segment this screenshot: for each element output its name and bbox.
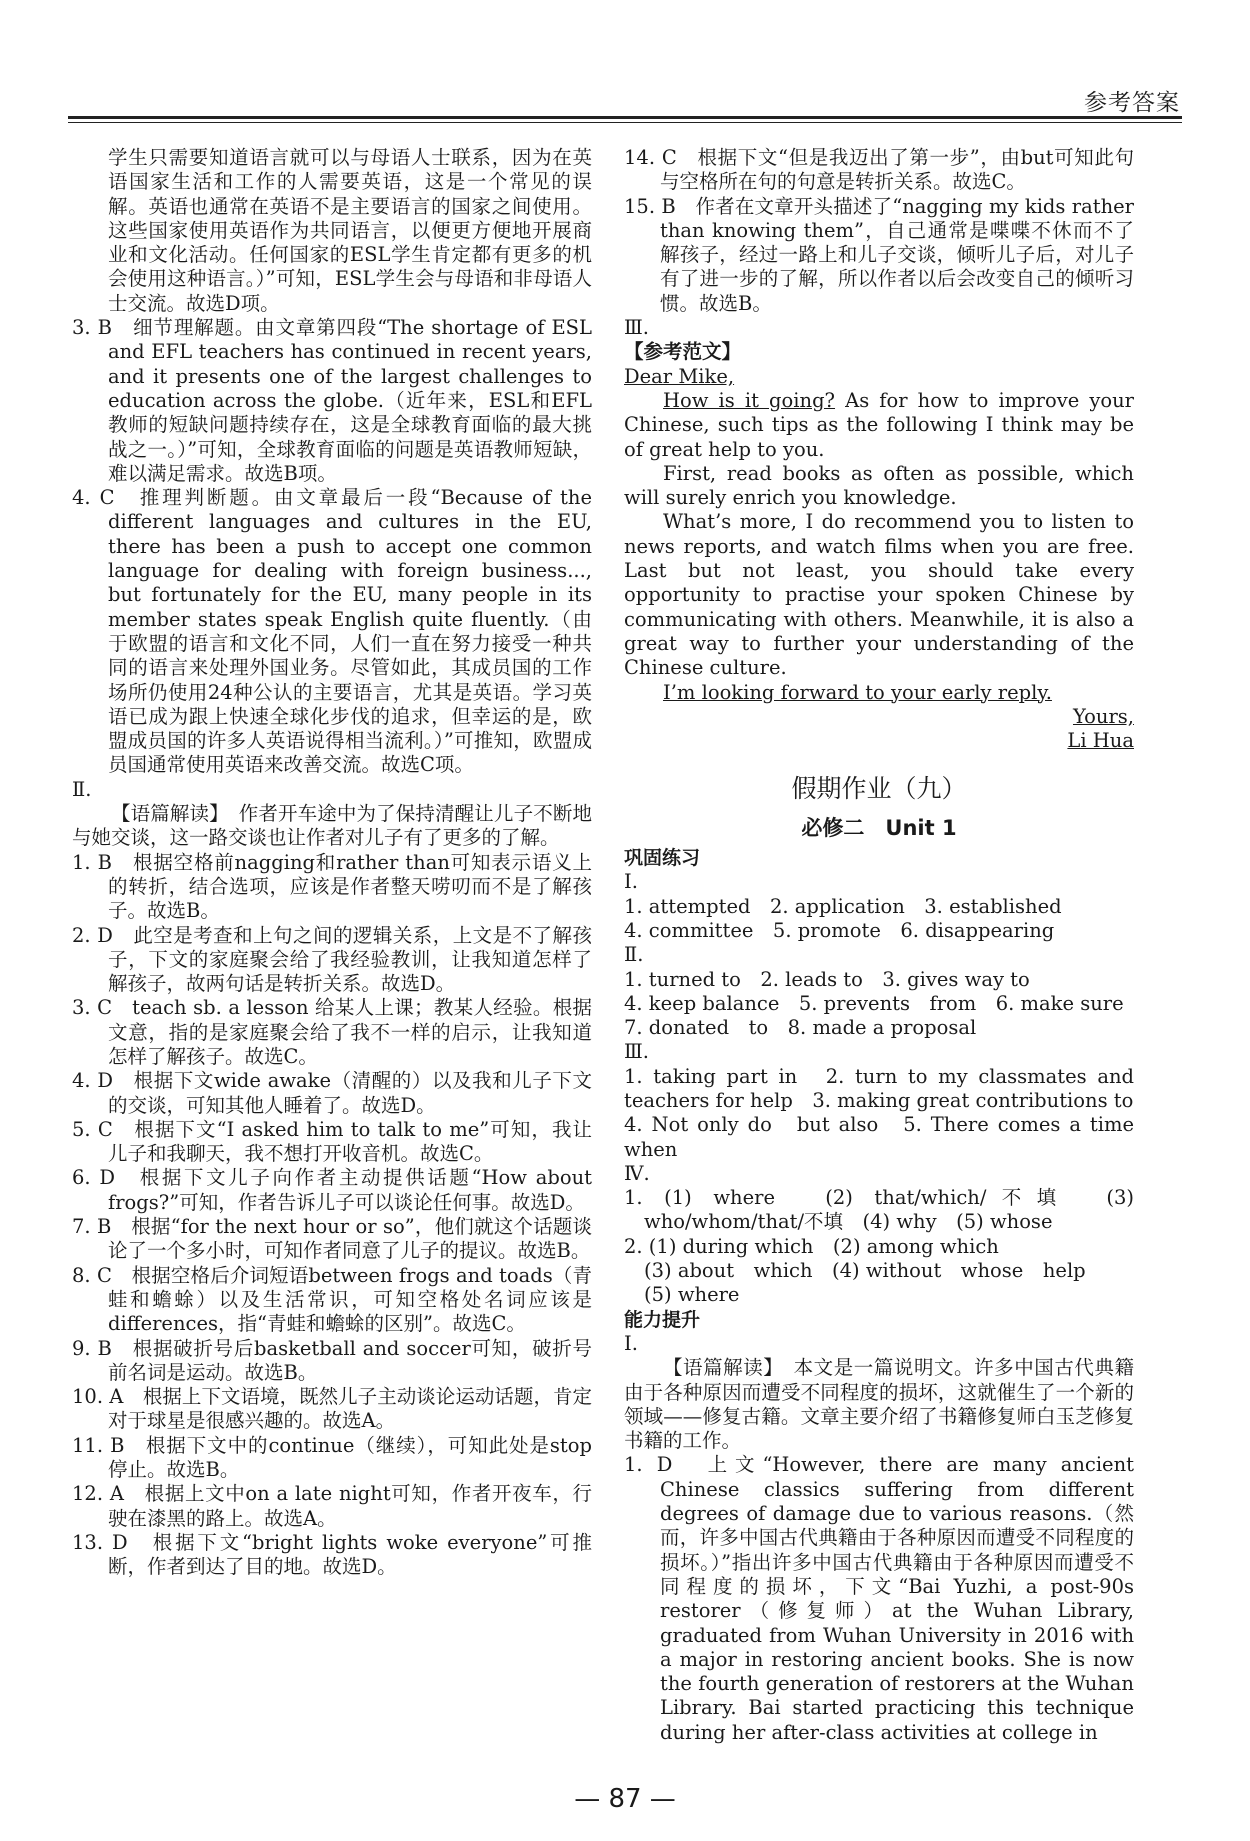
- sample-salutation: Dear Mike,: [624, 364, 735, 388]
- sample-closing-text: I’m looking forward to your early reply.: [663, 680, 1052, 704]
- practice-line: (5) where: [644, 1283, 740, 1307]
- header-rule-thick: [68, 116, 1182, 119]
- answer-item: 10. A 根据上下文语境，既然儿子主动谈论运动话题，肯定对于球星是很感兴趣的。故选A。: [72, 1385, 592, 1433]
- answer-item: 5. C 根据下文“I asked him to talk to me”可知，我让儿子和我聊天，我不想打开收音机。故选C。: [72, 1117, 592, 1166]
- answer-item: 7. B 根据“for the next hour or so”，他们就这个话题谈论了一个多小时，可知作者同意了儿子的提议。故选B。: [72, 1215, 592, 1263]
- sample-closing-line: [624, 681, 1134, 705]
- section-marker: Ⅰ.: [624, 1331, 638, 1355]
- sample-paragraph-1: [624, 389, 1134, 462]
- answer-item: 9. B 根据破折号后basketball and soccer可知，破折号前名词是运动。故选B。: [72, 1336, 592, 1384]
- answer-item: 6. D 根据下文儿子向作者主动提供话题“How about frogs?”可知，作者告诉儿子可以谈论任何事。故选D。: [72, 1166, 592, 1214]
- unit-title: 必修二 Unit 1: [801, 815, 957, 840]
- practice-line: 1. (1) where (2) that/which/不填 (3) who/whom/that/不填 (4) why (5) whose: [624, 1186, 1134, 1234]
- answer-item: 4. C 推理判断题。由文章最后一段“Because of the different languages and cultures in the EU, there has been a push to accept one common language for dealing with foreign business..., but fortunately for the EU, many people in its member states speak English quite fluently.（由于欧盟的语言和文化不同，人们一直在努力接受一种共同的语言来处理外国业务。尽管如此，其成员国的工作场所仍使用24种公认的主要语言，尤其是英语。学习英语已成为跟上快速全球化步伐的追求，但幸运的是，欧盟成员国的许多人英语说得相当流利。）”可推知，欧盟成员国通常使用英语来改善交流。故选C项。: [72, 486, 592, 777]
- section-marker: Ⅱ.: [72, 777, 92, 801]
- practice-line: Ⅲ.: [624, 1040, 650, 1064]
- practice-line: 4. committee 5. promote 6. disappearing: [624, 918, 1055, 942]
- practice-line: 4. keep balance 5. prevents from 6. make sure: [624, 991, 1124, 1015]
- sample-heading: 【参考范文】: [624, 340, 742, 364]
- answer-item: 12. A 根据上文中on a late night可知，作者开夜车，行驶在漆黑的路上。故选A。: [72, 1482, 592, 1530]
- sample-paragraph-2: First, read books as often as possible, which will surely enrich you knowledge.: [624, 461, 1134, 510]
- answer-item: 3. C teach sb. a lesson 给某人上课；教某人经验。根据文意，指的是家庭聚会给了我不一样的启示，让我知道怎样了解孩子。故选C。: [72, 996, 592, 1068]
- practice-line: 1. taking part in 2. turn to my classmates and teachers for help 3. making great contributions to: [624, 1064, 1134, 1112]
- practice-heading: 巩固练习: [624, 847, 701, 870]
- left-column: [72, 146, 592, 1580]
- sample-name: Li Hua: [1067, 729, 1134, 753]
- answer-item: 11. B 根据下文中的continue（继续），可知此处是stop停止。故选B。: [72, 1433, 592, 1482]
- right-column: [624, 146, 1134, 1745]
- answer-continuation: 学生只需要知道语言就可以与母语人士联系，因为在英语国家生活和工作的人需要英语，这是一个常见的误解。英语也通常在英语不是主要语言的国家之间使用。这些国家使用英语作为共同语言，以便更方便地开展商业和文化活动。任何国家的ESL学生肯定都有更多的机会使用这种语言。）”可知，ESL学生会与母语和非母语人士交流。故选D项。: [108, 146, 592, 315]
- page-number: — 87 —: [574, 1784, 676, 1814]
- answer-item: 8. C 根据空格后介词短语between frogs and toads（青蛙和蟾蜍）以及生活常识，可知空格处名词应该是differences，指“青蛙和蟾蜍的区别”。故选C。: [72, 1263, 592, 1336]
- answer-item: 13. D 根据下文“bright lights woke everyone”可推断，作者到达了目的地。故选D。: [72, 1530, 592, 1579]
- sample-paragraph-1-rest: As for how to improve your Chinese, such tips as the following I think may be of great help to you.: [624, 388, 1135, 461]
- practice-line: 1. attempted 2. application 3. established: [624, 894, 1062, 918]
- answer-item: 3. B 细节理解题。由文章第四段“The shortage of ESL and EFL teachers has continued in recent years, and it presents one of the largest challenges to education across the globe.（近年来，ESL和EFL教师的短缺问题持续存在，这是全球教育面临的最大挑战之一。）”可知，全球教育面临的问题是英语教师短缺，难以满足需求。故选B项。: [72, 316, 592, 485]
- practice-line: 7. donated to 8. made a proposal: [624, 1016, 977, 1040]
- header-title: 参考答案: [1084, 90, 1180, 116]
- answer-item: 14. C 根据下文“但是我迈出了第一步”，由but可知此句与空格所在句的句意是转折关系。故选C。: [624, 146, 1134, 194]
- practice-line: 4. Not only do but also 5. There comes a time when: [624, 1113, 1134, 1161]
- sample-opening-question: How is it going?: [663, 388, 836, 412]
- ability-heading: 能力提升: [624, 1308, 701, 1331]
- sample-paragraph-3: What’s more, I do recommend you to listen to news reports, and watch films when you are free. Last but not least, you should take every opportunity to practise your spoken Chinese by communicating with others. Meanwhile, it is also a great way to further your understanding of the Chinese culture.: [624, 510, 1134, 680]
- answer-item: 4. D 根据下文wide awake（清醒的）以及我和儿子下文的交谈，可知其他人睡着了。故选D。: [72, 1069, 592, 1117]
- practice-line: Ⅳ.: [624, 1161, 650, 1185]
- answer-item: 1. B 根据空格前nagging和rather than可知表示语义上的转折，结合选项，应该是作者整天唠叨而不是了解孩子。故选B。: [72, 850, 592, 923]
- section-marker: Ⅲ.: [624, 316, 650, 340]
- practice-line: Ⅱ.: [624, 943, 644, 967]
- practice-line: Ⅰ.: [624, 870, 638, 894]
- sample-yours: Yours,: [1072, 704, 1134, 728]
- practice-line: (3) about which (4) without whose help: [644, 1259, 1086, 1283]
- header-rule-thin: [68, 122, 1182, 123]
- practice-line: 2. (1) during which (2) among which: [624, 1234, 999, 1258]
- section-title: 假期作业（九）: [791, 774, 967, 804]
- practice-line: 1. turned to 2. leads to 3. gives way to: [624, 967, 1030, 991]
- answer-item: 15. B 作者在文章开头描述了“nagging my kids rather than knowing them”，自己通常是喋喋不休而不了解孩子，经过一路上和儿子交谈，倾听儿子后，对儿子有了进一步的了解，所以作者以后会改变自己的倾听习惯。故选B。: [624, 194, 1134, 315]
- answer-item: 2. D 此空是考查和上句之间的逻辑关系，上文是不了解孩子，下文的家庭聚会给了我经验教训，让我知道怎样了解孩子，故两句话是转折关系。故选D。: [72, 923, 592, 996]
- passage-summary: 【语篇解读】 作者开车途中为了保持清醒让儿子不断地与她交谈，这一路交谈也让作者对儿子有了更多的了解。: [72, 802, 592, 850]
- passage-summary: 【语篇解读】 本文是一篇说明文。许多中国古代典籍由于各种原因而遭受不同程度的损坏，这就催生了一个新的领域——修复古籍。文章主要介绍了书籍修复师白玉芝修复书籍的工作。: [624, 1356, 1134, 1453]
- answer-item: 1. D 上文“However, there are many ancient Chinese classics suffering from different degrees of damage due to various reasons.（然而，许多中国古代典籍由于各种原因而遭受不同程度的损坏。）”指出许多中国古代典籍由于各种原因而遭受不同程度的损坏，下文“Bai Yuzhi, a post-90s restorer（修复师）at the Wuhan Library, graduated from Wuhan University in 2016 with a major in restoring ancient books. She is now the fourth generation of restorers at the Wuhan Library. Bai started practicing this technique during her after-class activities at college in: [624, 1453, 1134, 1744]
